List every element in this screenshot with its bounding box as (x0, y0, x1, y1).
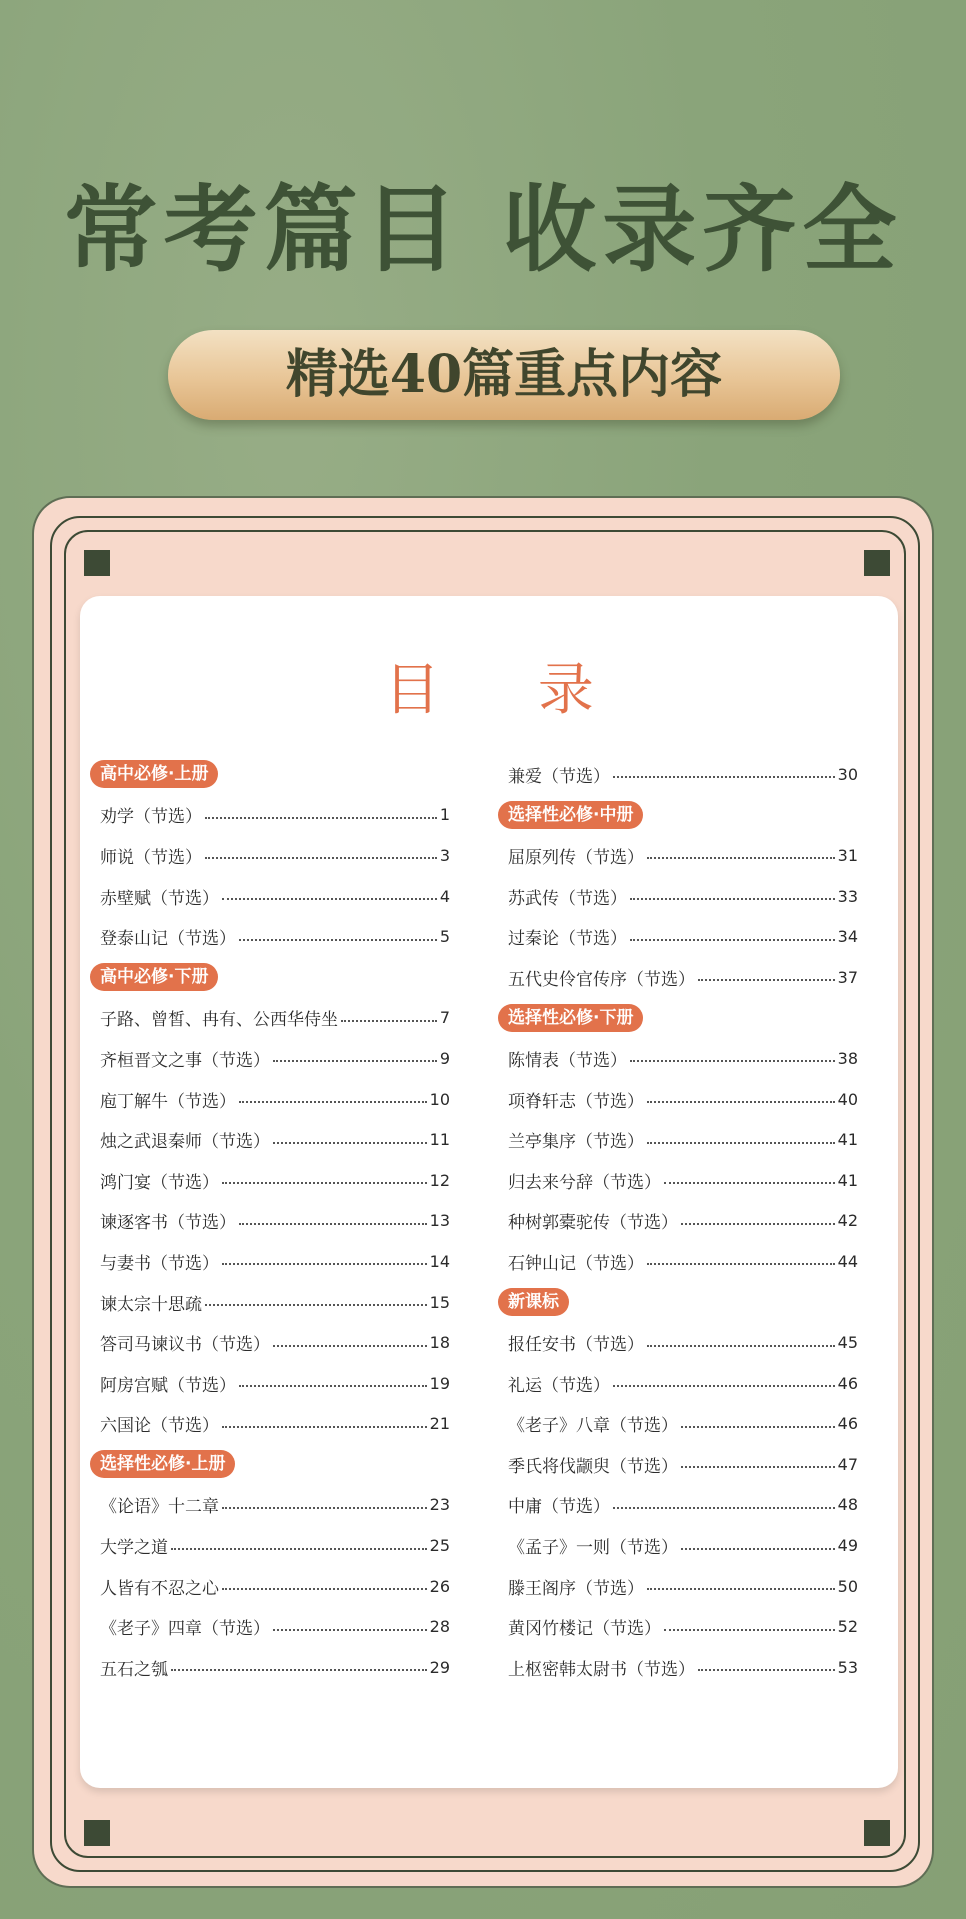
toc-entry-page: 30 (837, 764, 858, 784)
toc-entry-page: 29 (429, 1657, 450, 1677)
toc-entry-page: 44 (837, 1251, 858, 1271)
toc-column-left (90, 754, 450, 1688)
toc-entry-title: 齐桓晋文之事（节选） (100, 1050, 270, 1071)
toc-entry-title: 苏武传（节选） (508, 888, 627, 909)
dot-leader (613, 1385, 835, 1387)
toc-entry-title: 石钟山记（节选） (508, 1253, 644, 1274)
dot-leader (681, 1548, 835, 1550)
toc-entry-title: 上枢密韩太尉书（节选） (508, 1659, 695, 1680)
dot-leader (239, 1101, 427, 1103)
toc-entry (90, 1525, 450, 1566)
toc-entry-page: 40 (837, 1089, 858, 1109)
dot-leader (613, 776, 835, 778)
toc-entry-title: 庖丁解牛（节选） (100, 1091, 236, 1112)
toc-entry (498, 1606, 858, 1647)
toc-entry-title: 季氏将伐颛臾（节选） (508, 1456, 678, 1477)
dot-leader (273, 1629, 427, 1631)
toc-entry-page: 28 (429, 1617, 450, 1637)
dot-leader (205, 1304, 427, 1306)
toc-entry (90, 1119, 450, 1160)
toc-section-header (498, 1282, 858, 1323)
toc-title: 目 录 (384, 658, 634, 723)
toc-entry (90, 1201, 450, 1242)
toc-entry-title: 项脊轩志（节选） (508, 1091, 644, 1112)
dot-leader (698, 979, 835, 981)
dot-leader (681, 1466, 835, 1468)
toc-entry (498, 1404, 858, 1445)
toc-entry-title: 兼爱（节选） (508, 766, 610, 787)
toc-entry-page: 3 (439, 845, 450, 865)
toc-entry-title: 黄冈竹楼记（节选） (508, 1619, 661, 1640)
toc-entry-title: 谏太宗十思疏 (100, 1294, 202, 1315)
toc-entry-page: 9 (439, 1048, 450, 1068)
toc-entry-page: 42 (837, 1211, 858, 1231)
toc-entry (90, 1404, 450, 1445)
toc-entry-page: 46 (837, 1414, 858, 1434)
toc-entry (90, 916, 450, 957)
dot-leader (273, 1060, 437, 1062)
toc-entry-page: 23 (429, 1495, 450, 1515)
dot-leader (171, 1548, 427, 1550)
toc-entry (90, 1241, 450, 1282)
toc-entry (498, 1444, 858, 1485)
toc-entry (90, 876, 450, 917)
toc-entry-page: 11 (429, 1130, 450, 1150)
toc-entry-page: 53 (837, 1657, 858, 1677)
dot-leader (205, 817, 437, 819)
toc-entry-page: 25 (429, 1536, 450, 1556)
toc-entry (90, 795, 450, 836)
toc-entry-title: 六国论（节选） (100, 1416, 219, 1437)
toc-entry-page: 50 (837, 1576, 858, 1596)
toc-entry-page: 7 (439, 1008, 450, 1028)
dot-leader (341, 1020, 437, 1022)
toc-entry (498, 1322, 858, 1363)
toc-entry (90, 1322, 450, 1363)
toc-entry (90, 998, 450, 1039)
toc-entry-title: 礼运（节选） (508, 1375, 610, 1396)
toc-entry-page: 52 (837, 1617, 858, 1637)
toc-entry (498, 1485, 858, 1526)
toc-entry (498, 1241, 858, 1282)
dot-leader (647, 1263, 835, 1265)
dot-leader (222, 1507, 427, 1509)
dot-leader (205, 857, 437, 859)
toc-entry-title: 《论语》十二章 (100, 1497, 219, 1518)
toc-entry-page: 41 (837, 1130, 858, 1150)
toc-entry (90, 1079, 450, 1120)
toc-entry-page: 14 (429, 1251, 450, 1271)
toc-entry-title: 人皆有不忍之心 (100, 1578, 219, 1599)
toc-entry-title: 五代史伶官传序（节选） (508, 969, 695, 990)
toc-entry-title: 赤壁赋（节选） (100, 888, 219, 909)
toc-entry-page: 38 (837, 1048, 858, 1068)
toc-entry-title: 阿房宫赋（节选） (100, 1375, 236, 1396)
toc-entry-title: 兰亭集序（节选） (508, 1132, 644, 1153)
dot-leader (239, 939, 437, 941)
toc-entry-page: 1 (439, 805, 450, 825)
section-badge: 高中必修·上册 (90, 760, 218, 788)
toc-entry-title: 归去来兮辞（节选） (508, 1172, 661, 1193)
dot-leader (647, 857, 835, 859)
toc-entry (498, 1525, 858, 1566)
dot-leader (273, 1142, 427, 1144)
toc-entry-page: 5 (439, 927, 450, 947)
toc-section-header (90, 1444, 450, 1485)
section-badge: 高中必修·下册 (90, 963, 218, 991)
dot-leader (630, 939, 835, 941)
toc-entry (498, 1119, 858, 1160)
subtitle-banner: 精选40篇重点内容 (168, 330, 840, 420)
toc-entry-page: 37 (837, 967, 858, 987)
toc-entry-page: 21 (429, 1414, 450, 1434)
toc-entry-page: 46 (837, 1373, 858, 1393)
toc-entry (90, 1363, 450, 1404)
dot-leader (613, 1507, 835, 1509)
toc-entry (498, 876, 858, 917)
toc-entry (90, 835, 450, 876)
toc-entry-title: 大学之道 (100, 1538, 168, 1559)
corner-ornament-top-right (864, 550, 890, 576)
toc-entry-title: 《老子》八章（节选） (508, 1416, 678, 1437)
toc-entry (498, 1647, 858, 1688)
dot-leader (698, 1669, 835, 1671)
toc-section-header (90, 754, 450, 795)
toc-entry-title: 中庸（节选） (508, 1497, 610, 1518)
toc-entry-page: 34 (837, 927, 858, 947)
dot-leader (222, 1263, 427, 1265)
dot-leader (630, 1060, 835, 1062)
dot-leader (681, 1426, 835, 1428)
toc-entry-page: 10 (429, 1089, 450, 1109)
toc-entry-page: 45 (837, 1333, 858, 1353)
dot-leader (647, 1101, 835, 1103)
toc-entry (498, 835, 858, 876)
dot-leader (664, 1182, 835, 1184)
toc-entry (90, 1566, 450, 1607)
toc-column-right (498, 754, 858, 1688)
toc-entry (498, 1566, 858, 1607)
toc-entry (90, 1647, 450, 1688)
toc-entry (498, 1160, 858, 1201)
dot-leader (222, 1182, 427, 1184)
toc-entry (90, 1282, 450, 1323)
toc-entry-title: 登泰山记（节选） (100, 929, 236, 950)
headline: 常考篇目 收录齐全 (63, 175, 903, 285)
toc-entry-title: 报任安书（节选） (508, 1335, 644, 1356)
toc-entry-title: 谏逐客书（节选） (100, 1213, 236, 1234)
section-badge: 新课标 (498, 1288, 569, 1316)
toc-entry-page: 18 (429, 1333, 450, 1353)
dot-leader (647, 1142, 835, 1144)
dot-leader (647, 1588, 835, 1590)
toc-entry (90, 1160, 450, 1201)
dot-leader (222, 1588, 427, 1590)
corner-ornament-bottom-right (864, 1820, 890, 1846)
corner-ornament-bottom-left (84, 1820, 110, 1846)
toc-entry (498, 916, 858, 957)
toc-section-header (498, 998, 858, 1039)
toc-entry-title: 五石之瓠 (100, 1659, 168, 1680)
toc-entry-page: 41 (837, 1170, 858, 1190)
toc-entry-page: 49 (837, 1536, 858, 1556)
dot-leader (239, 1223, 427, 1225)
toc-entry-title: 与妻书（节选） (100, 1253, 219, 1274)
toc-entry-page: 33 (837, 886, 858, 906)
toc-entry-page: 13 (429, 1211, 450, 1231)
toc-entry-title: 陈情表（节选） (508, 1050, 627, 1071)
toc-entry-page: 31 (837, 845, 858, 865)
toc-entry-title: 滕王阁序（节选） (508, 1578, 644, 1599)
toc-entry (90, 1606, 450, 1647)
toc-entry-page: 12 (429, 1170, 450, 1190)
toc-entry-page: 48 (837, 1495, 858, 1515)
toc-entry-page: 4 (439, 886, 450, 906)
toc-entry-title: 烛之武退秦师（节选） (100, 1132, 270, 1153)
toc-entry-title: 师说（节选） (100, 847, 202, 868)
toc-entry (498, 1079, 858, 1120)
toc-entry (498, 957, 858, 998)
section-badge: 选择性必修·下册 (498, 1004, 643, 1032)
toc-entry-page: 26 (429, 1576, 450, 1596)
dot-leader (664, 1629, 835, 1631)
toc-entry (90, 1038, 450, 1079)
toc-entry-title: 《孟子》一则（节选） (508, 1538, 678, 1559)
toc-entry (498, 754, 858, 795)
toc-entry-title: 劝学（节选） (100, 807, 202, 828)
toc-entry-page: 47 (837, 1454, 858, 1474)
toc-entry (498, 1363, 858, 1404)
toc-card (80, 596, 898, 1788)
dot-leader (630, 898, 835, 900)
toc-entry-title: 种树郭橐驼传（节选） (508, 1213, 678, 1234)
dot-leader (273, 1345, 427, 1347)
dot-leader (239, 1385, 427, 1387)
corner-ornament-top-left (84, 550, 110, 576)
toc-entry (498, 1038, 858, 1079)
toc-entry-page: 15 (429, 1292, 450, 1312)
toc-entry (498, 1201, 858, 1242)
toc-entry-title: 过秦论（节选） (508, 929, 627, 950)
toc-section-header (90, 957, 450, 998)
toc-entry-title: 子路、曾皙、冉有、公西华侍坐 (100, 1010, 338, 1031)
dot-leader (171, 1669, 427, 1671)
toc-entry-title: 屈原列传（节选） (508, 847, 644, 868)
dot-leader (222, 1426, 427, 1428)
toc-entry-title: 《老子》四章（节选） (100, 1619, 270, 1640)
section-badge: 选择性必修·中册 (498, 801, 643, 829)
dot-leader (222, 898, 437, 900)
toc-entry (90, 1485, 450, 1526)
section-badge: 选择性必修·上册 (90, 1450, 235, 1478)
toc-entry-page: 19 (429, 1373, 450, 1393)
dot-leader (647, 1345, 835, 1347)
toc-section-header (498, 795, 858, 836)
toc-entry-title: 鸿门宴（节选） (100, 1172, 219, 1193)
dot-leader (681, 1223, 835, 1225)
toc-entry-title: 答司马谏议书（节选） (100, 1335, 270, 1356)
